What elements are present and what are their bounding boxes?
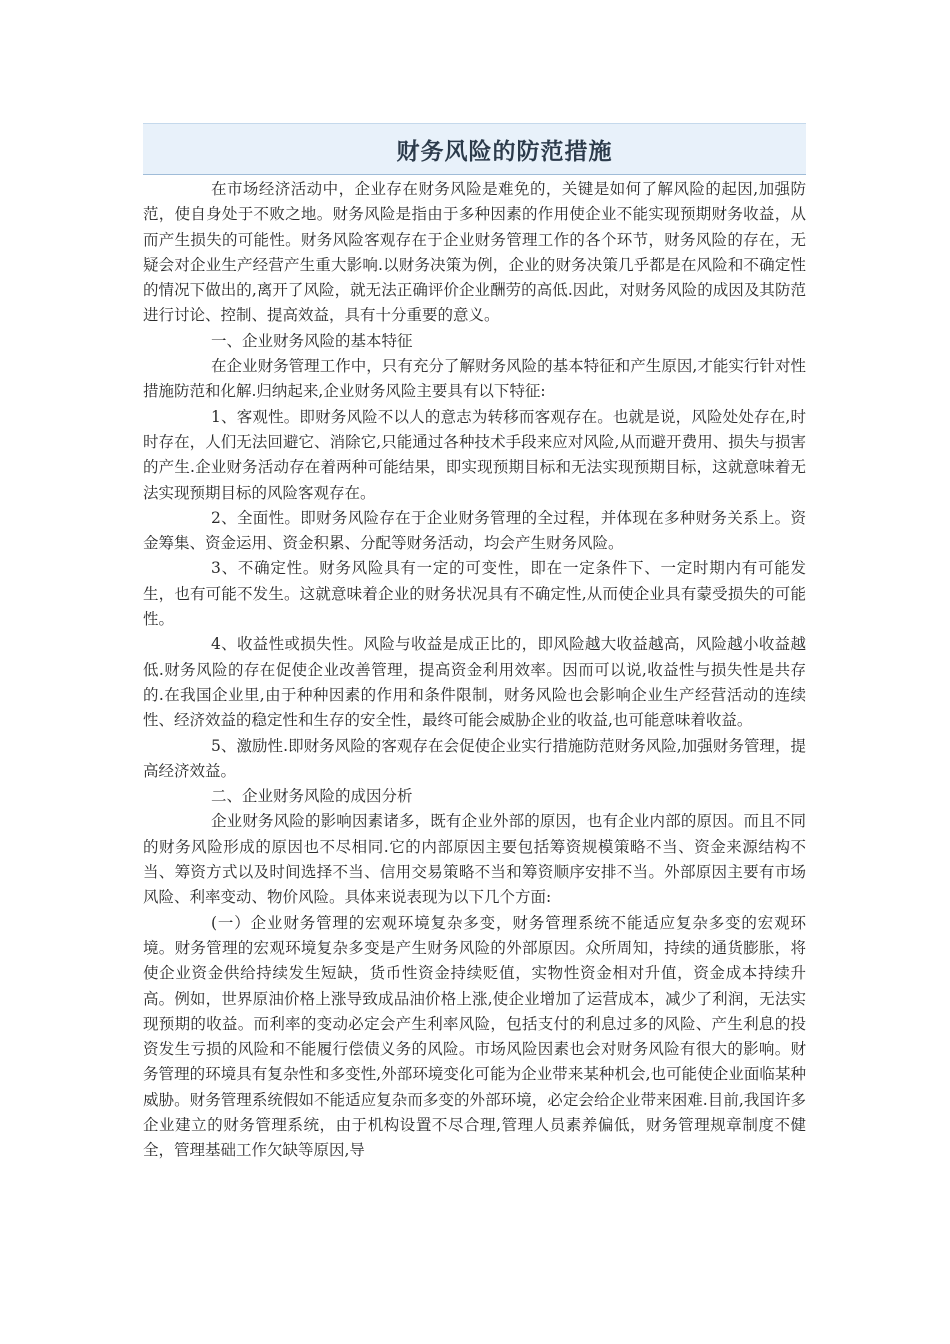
paragraph: 在企业财务管理工作中，只有充分了解财务风险的基本特征和产生原因,才能实行针对性措施防范和化解.归纳起来,企业财务风险主要具有以下特征:	[143, 357, 806, 401]
section-heading-2: 二、企业财务风险的成因分析	[211, 787, 413, 806]
paragraph-feature-2: 2、全面性。即财务风险存在于企业财务管理的全过程，并体现在多种财务关系上。资金筹集、资金运用、资金积累、分配等财务活动，均会产生财务风险。	[143, 508, 806, 553]
paragraph-intro: 在市场经济活动中，企业存在财务风险是难免的，关键是如何了解风险的起因,加强防范，使自身处于不败之地。财务风险是指由于多种因素的作用使企业不能实现预期财务收益，从而产生损失的可能性。财务风险客观存在于企业财务管理工作的各个环节，财务风险的存在，无疑会对企业生产经营产生重大影响.以财务决策为例，企业的财务决策几乎都是在风险和不确定性的情况下做出的,离开了风险，就无法正确评价企业酬劳的高低.因此，对财务风险的成因及其防范进行讨论、控制、提高效益，具有十分重要的意义。	[143, 180, 806, 325]
document-body	[143, 177, 806, 1164]
section-heading-1: 一、企业财务风险的基本特征	[211, 331, 413, 350]
document-page	[143, 123, 806, 1164]
paragraph-feature-4: 4、收益性或损失性。风险与收益是成正比的，即风险越大收益越高，风险越小收益越低.财务风险的存在促使企业改善管理，提高资金利用效率。因而可以说,收益性与损失性是共存的.在我国企业里,由于种种因素的作用和条件限制，财务风险也会影响企业生产经营活动的连续性、经济效益的稳定性和生存的安全性，最终可能会威胁企业的收益,也可能意味着收益。	[143, 635, 806, 730]
paragraph: (一）企业财务管理的宏观环境复杂多变，财务管理系统不能适应复杂多变的宏观环境。财务管理的宏观环境复杂多变是产生财务风险的外部原因。众所周知，持续的通货膨胀，将使企业资金供给持续发生短缺，货币性资金持续贬值，实物性资金相对升值，资金成本持续升高。例如，世界原油价格上涨导致成品油价格上涨,使企业增加了运营成本，减少了利润，无法实现预期的收益。而利率的变动必定会产生利率风险，包括支付的利息过多的风险、产生利息的投资发生亏损的风险和不能履行偿债义务的风险。市场风险因素也会对财务风险有很大的影响。财务管理的环境具有复杂性和多变性,外部环境变化可能为企业带来某种机会,也可能使企业面临某种威胁。财务管理系统假如不能适应复杂而多变的外部环境，必定会给企业带来困难.目前,我国许多企业建立的财务管理系统，由于机构设置不尽合理,管理人员素养偏低，财务管理规章制度不健全，管理基础工作欠缺等原因,导	[143, 913, 806, 1160]
paragraph-feature-1: 1、客观性。即财务风险不以人的意志为转移而客观存在。也就是说，风险处处存在,时时存在，人们无法回避它、消除它,只能通过各种技术手段来应对风险,从而避开费用、损失与损害的产生.企业财务活动存在着两种可能结果，即实现预期目标和无法实现预期目标，这就意味着无法实现预期目标的风险客观存在。	[143, 407, 806, 502]
title-banner	[143, 123, 806, 175]
document-title: 财务风险的防范措施	[396, 138, 613, 165]
paragraph: 企业财务风险的影响因素诸多，既有企业外部的原因，也有企业内部的原因。而且不同的财务风险形成的原因也不尽相同.它的内部原因主要包括筹资规模策略不当、资金来源结构不当、筹资方式以及时间选择不当、信用交易策略不当和筹资顺序安排不当。外部原因主要有市场风险、利率变动、物价风险。具体来说表现为以下几个方面:	[143, 812, 806, 907]
paragraph-feature-3: 3、不确定性。财务风险具有一定的可变性，即在一定条件下、一定时期内有可能发生，也有可能不发生。这就意味着企业的财务状况具有不确定性,从而使企业具有蒙受损失的可能性。	[143, 559, 806, 629]
paragraph-feature-5: 5、激励性.即财务风险的客观存在会促使企业实行措施防范财务风险,加强财务管理，提高经济效益。	[143, 736, 806, 780]
